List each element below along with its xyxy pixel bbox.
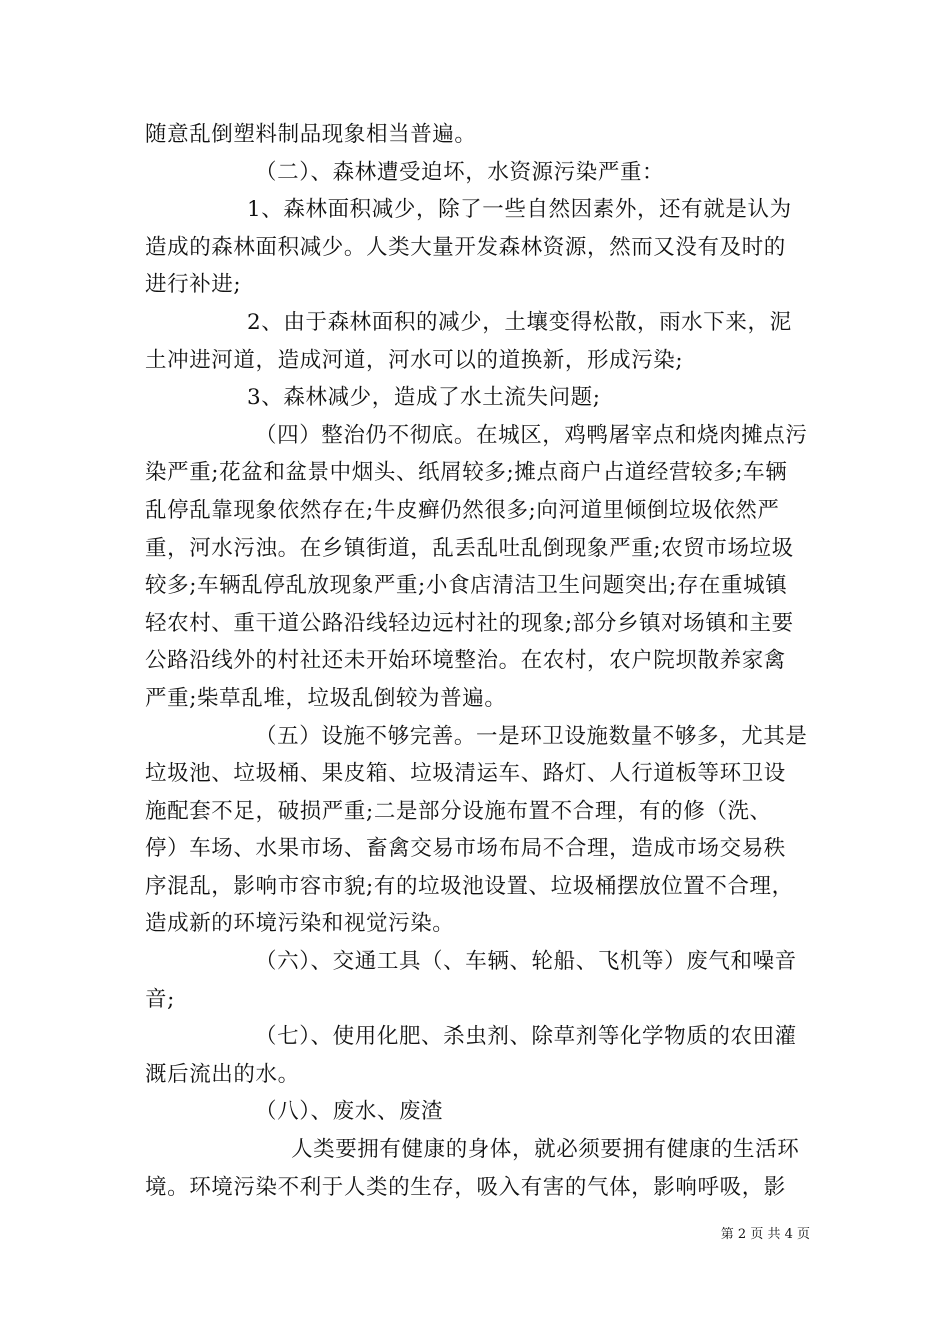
text-line: （四）整治仍不彻底。在城区，鸡鸭屠宰点和烧肉摊点污 — [255, 422, 808, 448]
text-line: 土冲进河道，造成河道，河水可以的道换新，形成污染; — [145, 347, 684, 373]
text-line: 造成的森林面积减少。人类大量开发森林资源，然而又没有及时的 — [145, 234, 786, 260]
text-line: （七）、使用化肥、杀虫剂、除草剂等化学物质的农田灌 — [255, 1024, 797, 1050]
body-text — [145, 116, 810, 1206]
text-line: 溉后流出的水。 — [145, 1061, 300, 1087]
text-line: 停）车场、水果市场、畜禽交易市场布局不合理，造成市场交易秩 — [145, 836, 786, 862]
text-line: 乱停乱靠现象依然存在;牛皮癣仍然很多;向河道里倾倒垃圾依然严 — [145, 497, 780, 523]
text-line: 严重;柴草乱堆，垃圾乱倒较为普遍。 — [145, 685, 507, 711]
text-line: 人类要拥有健康的身体，就必须要拥有健康的生活环 — [291, 1137, 800, 1163]
text-line: 随意乱倒塑料制品现象相当普遍。 — [145, 122, 477, 147]
text-line: 进行补进; — [145, 272, 242, 298]
page-number: 第 2 页 共 4 页 — [720, 1227, 810, 1242]
text-line: 1、森林面积减少，除了一些自然因素外，还有就是认为 — [247, 197, 792, 223]
text-line: 3、森林减少，造成了水土流失问题; — [247, 385, 601, 411]
text-line: 染严重;花盆和盆景中烟头、纸屑较多;摊点商户占道经营较多;车辆 — [145, 460, 788, 486]
text-line: 序混乱，影响市容市貌;有的垃圾池设置、垃圾桶摆放位置不合理， — [145, 873, 794, 899]
text-line: 音; — [145, 986, 175, 1012]
text-line: 垃圾池、垃圾桶、果皮箱、垃圾清运车、路灯、人行道板等环卫设 — [145, 761, 786, 787]
text-line: 造成新的环境污染和视觉污染。 — [145, 911, 455, 937]
text-line: 施配套不足，破损严重;二是部分设施布置不合理，有的修（洗、 — [145, 798, 772, 824]
text-line: （六）、交通工具（、车辆、轮船、飞机等）废气和噪音 — [255, 949, 797, 975]
text-line: 较多;车辆乱停乱放现象严重;小食店清洁卫生问题突出;存在重城镇 — [145, 573, 788, 599]
text-line: （五）设施不够完善。一是环卫设施数量不够多，尤其是 — [255, 723, 808, 749]
text-line: 2、由于森林面积的减少，土壤变得松散，雨水下来，泥 — [247, 309, 792, 335]
text-line: 重，河水污浊。在乡镇街道，乱丢乱吐乱倒现象严重;农贸市场垃圾 — [145, 535, 794, 561]
text-line: （八）、废水、废渣 — [255, 1099, 444, 1125]
text-line: （二）、森林遭受迫坏，水资源污染严重： — [255, 159, 665, 185]
text-line: 境。环境污染不利于人类的生存，吸入有害的气体，影响呼吸，影 — [145, 1174, 786, 1200]
text-line: 公路沿线外的村社还未开始环境整治。在农村，农户院坝散养家禽 — [145, 648, 786, 674]
text-line: 轻农村、重干道公路沿线轻边远村社的现象;部分乡镇对场镇和主要 — [145, 610, 794, 636]
